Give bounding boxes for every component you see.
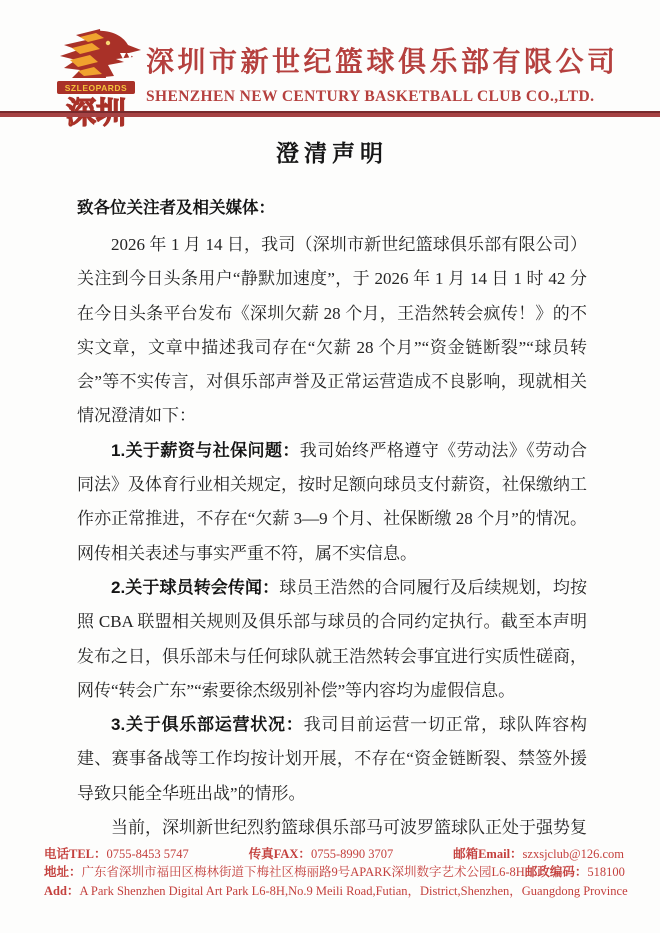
letterhead [50, 28, 630, 112]
address-en-text: A Park Shenzhen Digital Art Park L6-8H,No.9 Meili Road,Futian，District,Shenzhen，Guangdong Province [79, 883, 628, 898]
email-label: 邮箱Email： [453, 846, 523, 861]
footer-row-address-en [44, 882, 628, 901]
postcode-label: 邮政编码： [524, 865, 588, 879]
email-segment [453, 845, 624, 864]
phone-segment [44, 845, 189, 864]
paragraph-text: 2026 年 1 月 14 日，我司（深圳市新世纪篮球俱乐部有限公司）关注到今日头条用户“静默加速度”，于 2026 年 1 月 14 日 1 时 42 分在今日头条平台发布《深圳欠薪 28 个月，王浩然转会疯传！》的不实文章，文章中描述我司存在“欠薪 28 个月”“资金链断裂”“球员转会”等不实传言，对俱乐部声誉及正常运营造成不良影响，现就相关情况澄清如下： [77, 235, 587, 426]
address-label: 地址： [44, 865, 82, 879]
statement-paragraph-intro [77, 228, 587, 434]
company-name-chinese: 深圳市新世纪篮球俱乐部有限公司 [146, 47, 619, 78]
company-name-english: SHENZHEN NEW CENTURY BASKETBALL CLUB CO.,LTD. [146, 88, 595, 105]
contact-footer [44, 845, 628, 901]
paragraph-text: 球员王浩然的合同履行及后续规划，均按照 CBA 联盟相关规则及俱乐部与球员的合同约定执行。截至本声明发布之日，俱乐部未与任何球队就王浩然转会事宜进行实质性磋商，网传“转会广东”“索要徐杰级别补偿”等内容均为虚假信息。 [77, 577, 588, 700]
email-address: szxsjclub@126.com [522, 846, 624, 861]
paragraph-text: 我司目前运营一切正常，球队阵容构建、赛事备战等工作均按计划开展，不存在“资金链断裂、禁签外援导致只能全华班出战”的情形。 [77, 715, 587, 803]
phone-number: 0755-8453 5747 [106, 846, 189, 861]
address-text: 广东省深圳市福田区梅林街道下梅社区梅丽路9号APARK深圳数字艺术公园L6-8H [81, 865, 525, 879]
fax-segment [249, 845, 394, 864]
paragraph-lead: 1.关于薪资与社保问题： [111, 440, 300, 460]
statement-paragraph-current [77, 811, 587, 845]
postcode-value: 518100 [587, 865, 625, 879]
postcode-segment [525, 863, 625, 882]
paragraph-text: 当前，深圳新世纪烈豹篮球俱乐部马可波罗篮球队正处于强势复 [111, 818, 587, 838]
company-name-block [146, 40, 628, 106]
address-en-label: Add： [44, 883, 80, 898]
statement-body [77, 138, 587, 845]
salutation-line: 致各位关注者及相关媒体： [77, 199, 275, 217]
fax-label: 传真FAX： [248, 846, 311, 861]
fax-number: 0755-8990 3707 [310, 846, 394, 861]
statement-paragraph-salary [77, 434, 587, 571]
letterhead-divider-rule [0, 111, 660, 117]
footer-row-address [44, 863, 624, 882]
address-segment [44, 863, 525, 882]
footer-row-phones [44, 845, 624, 864]
logo-banner-text: SZLEOPARDS [64, 83, 128, 93]
paragraph-lead: 2.关于球员转会传闻： [111, 577, 280, 597]
address-en-segment [44, 882, 628, 901]
statement-title: 澄清声明 [276, 141, 388, 166]
paragraph-text: 我司始终严格遵守《劳动法》《劳动合同法》及体育行业相关规定，按时足额向球员支付薪资，社保缴纳工作亦正常推进，不存在“欠薪 3—9 个月、社保断缴 28 个月”的情况。网传相关表述与事实严重不符，属不实信息。 [77, 440, 587, 563]
statement-paragraph-operations [77, 708, 587, 811]
paragraph-lead: 3.关于俱乐部运营状况： [111, 715, 304, 735]
statement-paragraph-transfer [77, 571, 587, 708]
phone-label: 电话TEL： [44, 846, 107, 861]
